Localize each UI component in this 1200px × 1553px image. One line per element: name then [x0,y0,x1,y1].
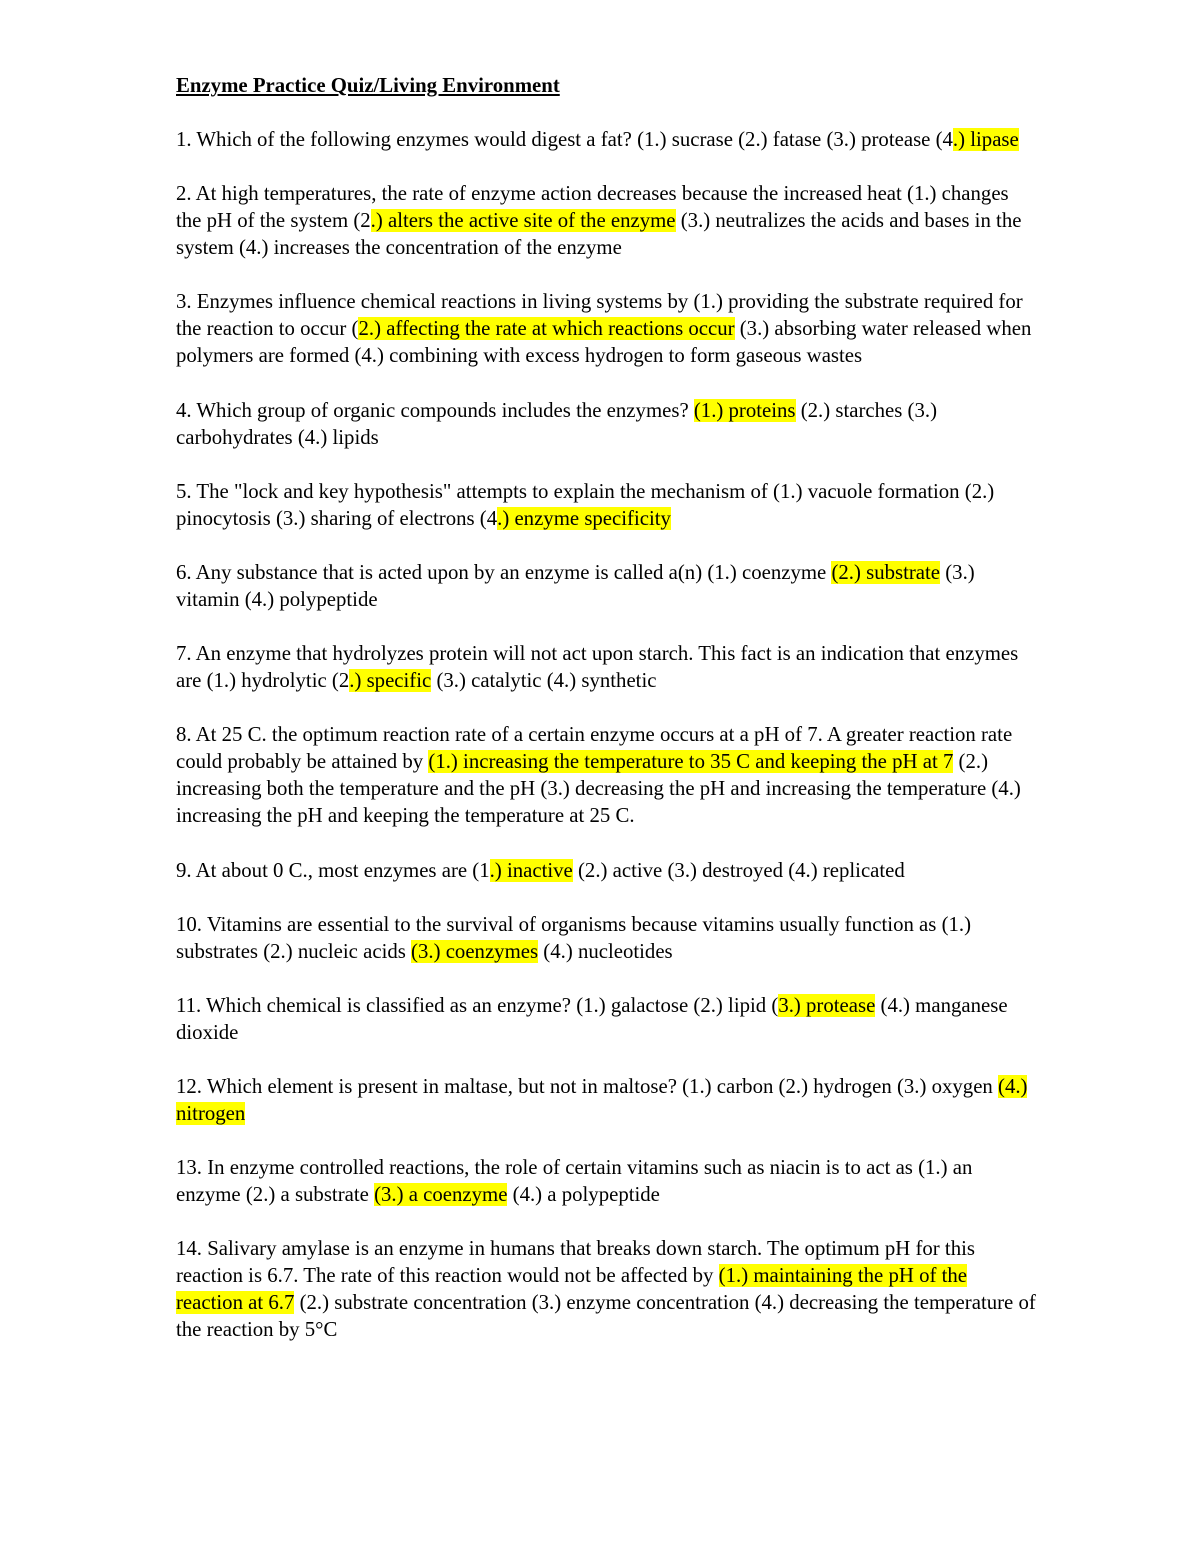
highlighted-answer: (1.) proteins [693,398,796,422]
question-text: (3.) absorbing water released when polymers are formed (4.) combining with excess hydrogen to form gaseous wastes [176,317,1032,368]
question-5 [176,478,1036,532]
question-1 [176,126,1036,153]
question-text: (3.) neutralizes the acids and bases in the system (4.) increases the concentration of the enzyme [176,209,1022,260]
document-page [176,72,1036,1371]
question-9 [176,857,1036,884]
highlighted-answer: (1.) maintaining the pH of the reaction at 6.7 [176,1264,968,1315]
highlighted-answer: (4.) nitrogen [176,1075,1028,1126]
question-text: 10. Vitamins are essential to the survival of organisms because vitamins usually function as (1.) substrates (2.) nucleic acids [176,912,972,963]
question-12 [176,1073,1036,1127]
question-text: 4. Which group of organic compounds includes the enzymes? [176,398,694,422]
highlighted-answer: (2.) substrate [831,560,941,584]
question-7 [176,640,1036,694]
question-list [176,126,1036,1343]
question-text: (2.) increasing both the temperature and the pH (3.) decreasing the pH and increasing the temperature (4.) increasing the pH and keeping the temperature at 25 C. [176,750,1021,828]
question-11 [176,992,1036,1046]
question-text: 7. An enzyme that hydrolyzes protein will not act upon starch. This fact is an indication that enzymes are (1.) hydrolytic (2 [176,642,1019,693]
question-text: 3. Enzymes influence chemical reactions in living systems by (1.) providing the substrate required for the reaction to occur ( [176,290,1023,341]
question-text: (3.) catalytic (4.) synthetic [431,669,657,693]
question-2 [176,180,1036,261]
highlighted-answer: (3.) coenzymes [411,939,539,963]
question-text: 2. At high temperatures, the rate of enzyme action decreases because the increased heat (1.) changes the pH of the system (2 [176,182,1009,233]
question-text: 11. Which chemical is classified as an enzyme? (1.) galactose (2.) lipid ( [176,993,779,1017]
question-text: (4.) nucleotides [538,939,673,963]
question-text: (2.) substrate concentration (3.) enzyme concentration (4.) decreasing the temperature of the reaction by 5°C [176,1291,1036,1342]
highlighted-answer: (3.) a coenzyme [374,1183,508,1207]
question-text: 13. In enzyme controlled reactions, the role of certain vitamins such as niacin is to act as (1.) an enzyme (2.) a substrate [176,1156,973,1207]
question-text: (4.) manganese dioxide [176,993,1008,1044]
question-text: 9. At about 0 C., most enzymes are (1 [176,858,490,882]
question-4 [176,397,1036,451]
question-text: 14. Salivary amylase is an enzyme in humans that breaks down starch. The optimum pH for this reaction is 6.7. The rate of this reaction would not be affected by [176,1237,975,1288]
question-text: (2.) active (3.) destroyed (4.) replicated [572,858,905,882]
question-13 [176,1154,1036,1208]
question-14 [176,1235,1036,1343]
question-3 [176,288,1036,369]
highlighted-answer: .) inactive [489,858,573,882]
highlighted-answer: 3.) protease [778,993,876,1017]
highlighted-answer: 2.) affecting the rate at which reactions occur [358,317,735,341]
highlighted-answer: (1.) increasing the temperature to 35 C and keeping the pH at 7 [428,750,954,774]
highlighted-answer: .) specific [349,669,432,693]
question-text: 1. Which of the following enzymes would digest a fat? (1.) sucrase (2.) fatase (3.) protease (4 [176,128,953,151]
question-text: 8. At 25 C. the optimum reaction rate of a certain enzyme occurs at a pH of 7. A greater reaction rate could probably be attained by [176,723,1013,774]
highlighted-answer: .) lipase [952,128,1019,151]
question-8 [176,721,1036,829]
question-text: 5. The "lock and key hypothesis" attempts to explain the mechanism of (1.) vacuole formation (2.) pinocytosis (3.) sharing of electrons (4 [176,479,995,530]
question-text: (4.) a polypeptide [507,1183,660,1207]
question-text: (3.) vitamin (4.) polypeptide [176,560,975,611]
question-10 [176,911,1036,965]
question-text: 6. Any substance that is acted upon by an enzyme is called a(n) (1.) coenzyme [176,560,832,584]
document-title: Enzyme Practice Quiz/Living Environment [176,74,560,97]
highlighted-answer: .) alters the active site of the enzyme [370,209,676,233]
question-text: (2.) starches (3.) carbohydrates (4.) lipids [176,398,938,449]
question-text: 12. Which element is present in maltase, but not in maltose? (1.) carbon (2.) hydrogen (3.) oxygen [176,1075,999,1099]
highlighted-answer: .) enzyme specificity [497,506,671,530]
question-6 [176,559,1036,613]
